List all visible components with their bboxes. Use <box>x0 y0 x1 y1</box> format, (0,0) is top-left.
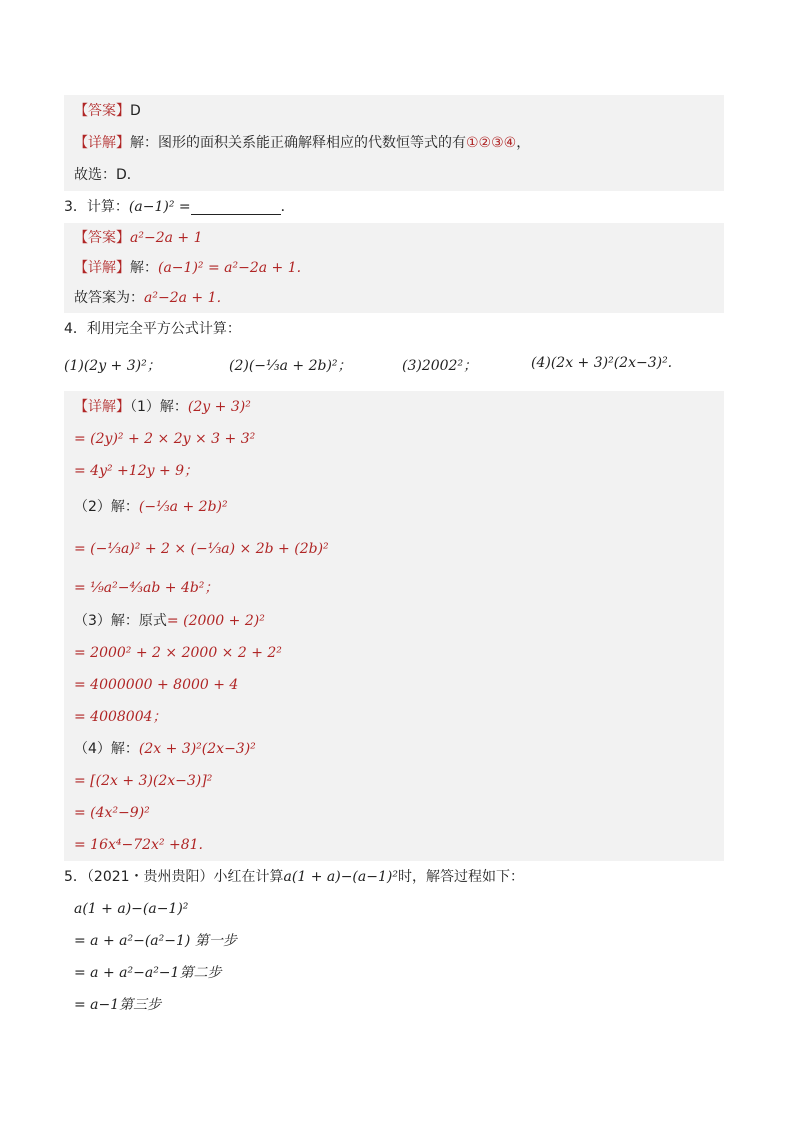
q4-p3-line-4: = 4008004； <box>74 709 167 725</box>
q4-p2-line-3: = ⅑a²−⁴⁄₃ab + 4b²； <box>74 580 219 596</box>
question-5 <box>64 861 724 893</box>
q3-expr: (a−1)² = <box>128 199 191 215</box>
detail-comma: ， <box>516 135 531 151</box>
detail-line <box>64 127 724 159</box>
q3-blank <box>191 200 281 215</box>
question-3 <box>64 191 724 223</box>
q3-end: ． <box>280 199 295 215</box>
q3-number: 3．计算： <box>64 199 129 215</box>
q4-part1-label: （1）解： <box>130 399 188 415</box>
q4-item-1: (1)(2y + 3)²； <box>64 358 161 374</box>
detail-tag: 【详解】 <box>74 135 130 151</box>
q4-p2-expr: (−⅓a + 2b)² <box>138 499 228 515</box>
q3-conclusion-line <box>64 283 724 313</box>
q4-title: 4．利用完全平方公式计算： <box>64 321 241 337</box>
q4-p2-line-2: = (−⅓a)² + 2 × (−⅓a) × 2b + (2b)² <box>74 541 329 557</box>
q4-p1-line-2: = (2y)² + 2 × 2y × 3 + 3² <box>74 431 256 447</box>
q3-conclusion-prefix: 故答案为： <box>74 290 144 306</box>
answer-tag: 【答案】 <box>74 103 130 119</box>
q4-p4-line-3: = (4x²−9)² <box>74 805 150 821</box>
answer-block-q2 <box>64 95 724 191</box>
q4-part4-label: （4）解： <box>74 741 139 757</box>
q3-detail: (a−1)² = a²−2a + 1. <box>158 260 302 276</box>
question-4 <box>64 313 724 345</box>
q5-line-2: = a + a²−(a²−1) 第一步 <box>74 933 237 949</box>
q4-p1-line-1 <box>64 391 724 423</box>
answer-value: D <box>130 103 141 119</box>
q4-p3-line-2: = 2000² + 2 × 2000 × 2 + 2² <box>74 645 282 661</box>
detail-tag: 【详解】 <box>74 260 130 276</box>
q5-line-1: a(1 + a)−(a−1)² <box>74 901 189 917</box>
q3-detail-prefix: 解： <box>130 260 158 276</box>
q5-title: 5．（2021・贵州贵阳）小红在计算 <box>64 869 284 885</box>
q5-expr: a(1 + a)−(a−1)² <box>283 869 398 885</box>
detail-text: 解：图形的面积关系能正确解释相应的代数恒等式的有 <box>130 135 466 151</box>
answer-line <box>64 95 724 127</box>
document-content <box>64 95 724 1021</box>
q4-item-4: (4)(2x + 3)²(2x−3)². <box>531 355 673 371</box>
circled-numbers: ①②③④ <box>466 135 517 151</box>
q4-p1-expr: (2y + 3)² <box>187 399 251 415</box>
q4-item-3: (3)2002²； <box>402 358 478 374</box>
q3-conclusion: a²−2a + 1． <box>144 290 231 306</box>
q5-title-end: 时，解答过程如下： <box>397 869 524 885</box>
conclusion-text: 故选：D． <box>74 167 141 183</box>
q4-p1-line-3: = 4y² +12y + 9； <box>74 463 199 479</box>
answer-tag: 【答案】 <box>74 230 130 246</box>
detail-block-q4 <box>64 391 724 861</box>
q3-answer: a²−2a + 1 <box>130 230 203 246</box>
q4-p3-line-3: = 4000000 + 8000 + 4 <box>74 677 239 693</box>
q3-answer-line <box>64 223 724 253</box>
q4-p4-line-2: = [(2x + 3)(2x−3)]² <box>74 773 213 789</box>
q5-line-4: = a−1第三步 <box>74 997 162 1013</box>
q4-p3-expr: = (2000 + 2)² <box>166 613 265 629</box>
detail-tag: 【详解】 <box>74 399 130 415</box>
q3-detail-line <box>64 253 724 283</box>
q4-item-2: (2)(−⅓a + 2b)²； <box>229 358 352 374</box>
q4-part2-label: （2）解： <box>74 499 139 515</box>
q4-p2-line-1 <box>64 487 724 527</box>
answer-block-q3 <box>64 223 724 313</box>
conclusion-line <box>64 159 724 191</box>
q4-p3-line-1 <box>64 605 724 637</box>
q4-p4-line-1 <box>64 733 724 765</box>
q4-p4-expr: (2x + 3)²(2x−3)² <box>138 741 256 757</box>
q4-items <box>64 345 724 385</box>
q4-part3-label: （3）解：原式 <box>74 613 167 629</box>
q4-p4-line-4: = 16x⁴−72x² +81. <box>74 837 204 853</box>
q5-line-3: = a + a²−a²−1第二步 <box>74 965 222 981</box>
